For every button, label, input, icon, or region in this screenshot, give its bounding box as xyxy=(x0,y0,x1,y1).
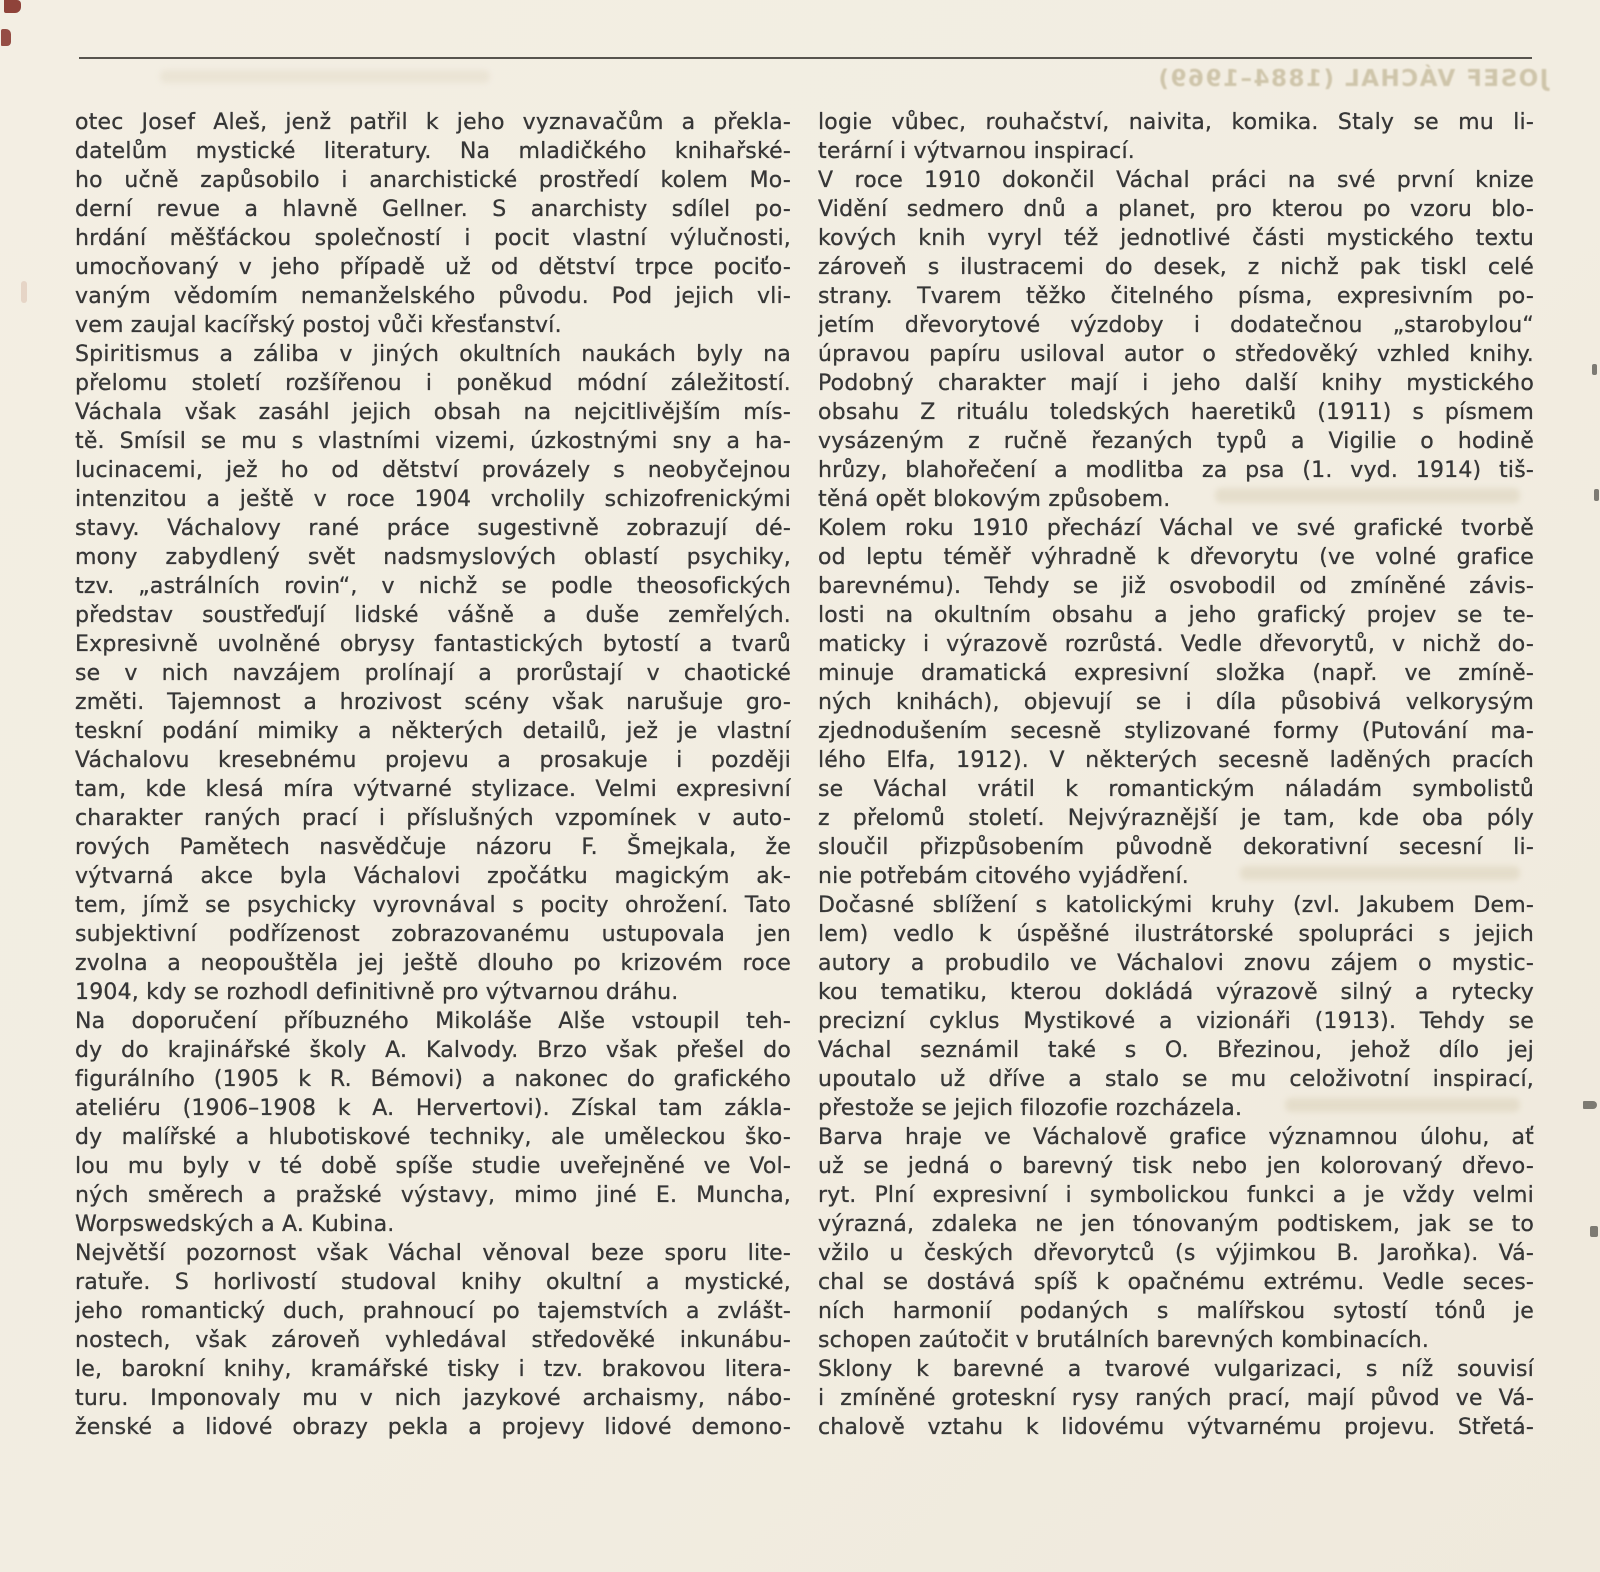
text-line: těná opět blokovým způsobem. xyxy=(818,487,1171,512)
text-line: chal se dostává spíš k opačnému extrému. Vedle seces- xyxy=(818,1270,1534,1295)
page-edge-speck xyxy=(1583,1101,1597,1109)
text-line: od leptu téměř výhradně k dřevorytu (ve volné grafice xyxy=(818,545,1534,570)
page-edge-speck xyxy=(1594,489,1599,501)
text-line: vem zaujal kacířský postoj vůči křesťanství. xyxy=(75,313,562,338)
text-line: se Váchal vrátil k romantickým náladám symbolistů xyxy=(818,777,1534,802)
text-line: Vidění sedmero dnů a planet, pro kterou po vzoru blo- xyxy=(818,197,1534,222)
show-through-smudge xyxy=(1240,866,1520,880)
text-line: autory a probudilo ve Váchalovi znovu zájem o mystic- xyxy=(818,951,1534,976)
text-line: strany. Tvarem těžko čitelného písma, expresivním po- xyxy=(818,284,1534,309)
text-line: ních harmonií podaných s malířskou sytostí tónů je xyxy=(818,1299,1534,1324)
text-line: subjektivní podřízenost zobrazovanému ustupovala jen xyxy=(75,922,791,947)
text-line: Sklony k barevné a tvarové vulgarizaci, s níž souvisí xyxy=(818,1357,1534,1382)
text-line: tzv. „astrálních rovin“, v nichž se podle theosofických xyxy=(75,574,791,599)
text-line: le, barokní knihy, kramářské tisky i tzv. brakovou litera- xyxy=(75,1357,791,1382)
text-line: Expresivně uvolněné obrysy fantastických bytostí a tvarů xyxy=(75,632,791,657)
text-line: z přelomů století. Nejvýraznější je tam, kde oba póly xyxy=(818,806,1534,831)
text-line: zároveň s ilustracemi do desek, z nichž pak tiskl celé xyxy=(818,255,1534,280)
text-line: Váchala však zasáhl jejich obsah na nejcitlivějším mís- xyxy=(75,400,791,425)
show-through-smudge xyxy=(160,70,490,83)
text-line: Váchalovu kresebnému projevu a prosakuje i později xyxy=(75,748,791,773)
text-line: ženské a lidové obrazy pekla a projevy lidové demono- xyxy=(75,1415,791,1440)
text-line: hrůzy, blahořečení a modlitba za psa (1. vyd. 1914) tiš- xyxy=(818,458,1534,483)
text-line: Na doporučení příbuzného Mikoláše Alše vstoupil teh- xyxy=(75,1009,791,1034)
right-text-column xyxy=(818,108,1534,1442)
text-line: umocňovaný v jeho případě už od dětství trpce pociťo- xyxy=(75,255,791,280)
text-line: zjednodušením secesně stylizované formy (Putování ma- xyxy=(818,719,1534,744)
text-line: datelům mystické literatury. Na mladičkého knihařské- xyxy=(75,139,791,164)
text-line: jeho romantický duch, prahnoucí po tajemstvích a zvlášt- xyxy=(75,1299,791,1324)
text-line: dy do krajinářské školy A. Kalvody. Brzo však přešel do xyxy=(75,1038,791,1063)
text-line: změti. Tajemnost a hrozivost scény však narušuje gro- xyxy=(75,690,791,715)
text-line: se v nich navzájem prolínají a prorůstají v chaotické xyxy=(75,661,791,686)
text-line: maticky i výrazově rozrůstá. Vedle dřevorytů, v nichž do- xyxy=(818,632,1534,657)
text-line: i zmíněné groteskní rysy raných prací, mají původ ve Vá- xyxy=(818,1386,1534,1411)
text-line: lucinacemi, jež ho od dětství provázely s neobyčejnou xyxy=(75,458,791,483)
text-line: stavy. Váchalovy rané práce sugestivně zobrazují dé- xyxy=(75,516,791,541)
text-line: přestože se jejich filozofie rozcházela. xyxy=(818,1096,1243,1121)
text-line: logie vůbec, rouhačství, naivita, komika. Staly se mu li- xyxy=(818,110,1534,135)
text-line: otec Josef Aleš, jenž patřil k jeho vyznavačům a překla- xyxy=(75,110,791,135)
text-line: turu. Imponovaly mu v nich jazykové archaismy, nábo- xyxy=(75,1386,791,1411)
text-line: Největší pozornost však Váchal věnoval beze sporu lite- xyxy=(75,1241,791,1266)
text-line: tam, kde klesá míra výtvarné stylizace. Velmi expresivní xyxy=(75,777,791,802)
text-line: barevnému). Tehdy se již osvobodil od zmíněné závis- xyxy=(818,574,1534,599)
text-line: lého Elfa, 1912). V některých secesně laděných pracích xyxy=(818,748,1534,773)
text-line: Váchal seznámil také s O. Březinou, jehož dílo jej xyxy=(818,1038,1534,1063)
text-line: přelomu století rozšířenou i poněkud módní záležitostí. xyxy=(75,371,791,396)
text-line: Dočasné sblížení s katolickými kruhy (zvl. Jakubem Dem- xyxy=(818,893,1534,918)
text-line: kou tematiku, kterou dokládá výrazově silný a rytecky xyxy=(818,980,1534,1005)
text-line: 1904, kdy se rozhodl definitivně pro výtvarnou dráhu. xyxy=(75,980,679,1005)
text-line: teskní podání mimiky a některých detailů, jež je vlastní xyxy=(75,719,791,744)
text-line: ateliéru (1906–1908 k A. Hervertovi). Získal tam zákla- xyxy=(75,1096,791,1121)
text-line: vžilo u českých dřevorytců (s výjimkou B. Jaroňka). Vá- xyxy=(818,1241,1534,1266)
text-line: lem) vedlo k úspěšné ilustrátorské spolupráci s jejich xyxy=(818,922,1534,947)
text-line: kových knih vyryl též jednotlivé části mystického textu xyxy=(818,226,1534,251)
text-line: zvolna a neopouštěla jej ještě dlouho po krizovém roce xyxy=(75,951,791,976)
text-line: figurálního (1905 k R. Bémovi) a nakonec do grafického xyxy=(75,1067,791,1092)
text-line: představ soustřeďují lidské vášně a duše zemřelých. xyxy=(75,603,791,628)
text-line: dy malířské a hlubotiskové techniky, ale uměleckou ško- xyxy=(75,1125,791,1150)
text-line: terární i výtvarnou inspirací. xyxy=(818,139,1135,164)
show-through-smudge xyxy=(1215,488,1520,503)
text-line: výrazná, zdaleka ne jen tónovaným podtiskem, jak se to xyxy=(818,1212,1534,1237)
text-line: sloučil přizpůsobením původně dekorativní secesní li- xyxy=(818,835,1534,860)
text-line: Kolem roku 1910 přechází Váchal ve své grafické tvorbě xyxy=(818,516,1534,541)
text-line: ných knihách), objevují se i díla působivá velkorysým xyxy=(818,690,1534,715)
text-line: tem, jímž se psychicky vyrovnával s pocity ohrožení. Tato xyxy=(75,893,791,918)
text-line: vysázeným z ručně řezaných typů a Vigilie o hodině xyxy=(818,429,1534,454)
text-line: chalově vztahu k lidovému výtvarnému projevu. Střetá- xyxy=(818,1415,1534,1440)
text-line: V roce 1910 dokončil Váchal práci na své první knize xyxy=(818,168,1534,193)
text-line: Barva hraje ve Váchalově grafice významnou úlohu, ať xyxy=(818,1125,1534,1150)
left-text-column xyxy=(75,108,791,1442)
text-line: obsahu Z rituálu toledských haeretiků (1911) s písmem xyxy=(818,400,1534,425)
text-line: losti na okultním obsahu a jeho grafický projev se te- xyxy=(818,603,1534,628)
paper-scratch-mark xyxy=(21,281,27,303)
text-line: nostech, však zároveň vyhledával středověké inkunábu- xyxy=(75,1328,791,1353)
show-through-smudge xyxy=(1285,1098,1520,1112)
red-ink-mark xyxy=(4,0,21,13)
ghost-header-text: JOSEF VÁCHAL (1884–1969) xyxy=(1156,66,1548,92)
text-line: jetím dřevorytové výzdoby i dodatečnou „starobylou“ xyxy=(818,313,1534,338)
text-line: úpravou papíru usiloval autor o středověký vzhled knihy. xyxy=(818,342,1534,367)
text-line: ho učně zapůsobilo i anarchistické prostředí kolem Mo- xyxy=(75,168,791,193)
page-edge-speck xyxy=(1590,1226,1598,1237)
text-line: intenzitou a ještě v roce 1904 vrcholily schizofrenickými xyxy=(75,487,791,512)
text-line: výtvarná akce byla Váchalovi zpočátku magickým ak- xyxy=(75,864,791,889)
text-line: už se jedná o barevný tisk nebo jen kolorovaný dřevo- xyxy=(818,1154,1534,1179)
red-ink-mark xyxy=(1,29,11,46)
show-through-page-header xyxy=(1157,66,1548,92)
header-rule xyxy=(79,57,1532,59)
text-line: hrdání měšťáckou společností i pocit vlastní výlučnosti, xyxy=(75,226,791,251)
text-line: vaným vědomím nemanželského původu. Pod jejich vli- xyxy=(75,284,791,309)
text-line: Podobný charakter mají i jeho další knihy mystického xyxy=(818,371,1534,396)
text-line: mony zabydlený svět nadsmyslových oblastí psychiky, xyxy=(75,545,791,570)
text-line: precizní cyklus Mystikové a vizionáři (1913). Tehdy se xyxy=(818,1009,1534,1034)
text-line: rových Pamětech nasvědčuje názoru F. Šmejkala, že xyxy=(75,835,791,860)
text-line: ných směrech a pražské výstavy, mimo jiné E. Muncha, xyxy=(75,1183,791,1208)
text-line: tě. Smísil se mu s vlastními vizemi, úzkostnými sny a ha- xyxy=(75,429,791,454)
text-line: Spiritismus a záliba v jiných okultních naukách byly na xyxy=(75,342,791,367)
text-line: nie potřebám citového vyjádření. xyxy=(818,864,1189,889)
text-line: Worpswedských a A. Kubina. xyxy=(75,1212,395,1237)
text-line: lou mu byly v té době spíše studie uveřejněné ve Vol- xyxy=(75,1154,791,1179)
text-line: derní revue a hlavně Gellner. S anarchisty sdílel po- xyxy=(75,197,791,222)
text-line: upoutalo už dříve a stalo se mu celoživotní inspirací, xyxy=(818,1067,1534,1092)
text-line: ratuře. S horlivostí studoval knihy okultní a mystické, xyxy=(75,1270,791,1295)
text-line: ryt. Plní expresivní i symbolickou funkci a je vždy velmi xyxy=(818,1183,1534,1208)
text-line: charakter raných prací i příslušných vzpomínek v auto- xyxy=(75,806,791,831)
text-line: minuje dramatická expresivní složka (např. ve zmíně- xyxy=(818,661,1534,686)
page-edge-speck xyxy=(1592,364,1597,375)
text-line: schopen zaútočit v brutálních barevných kombinacích. xyxy=(818,1328,1430,1353)
